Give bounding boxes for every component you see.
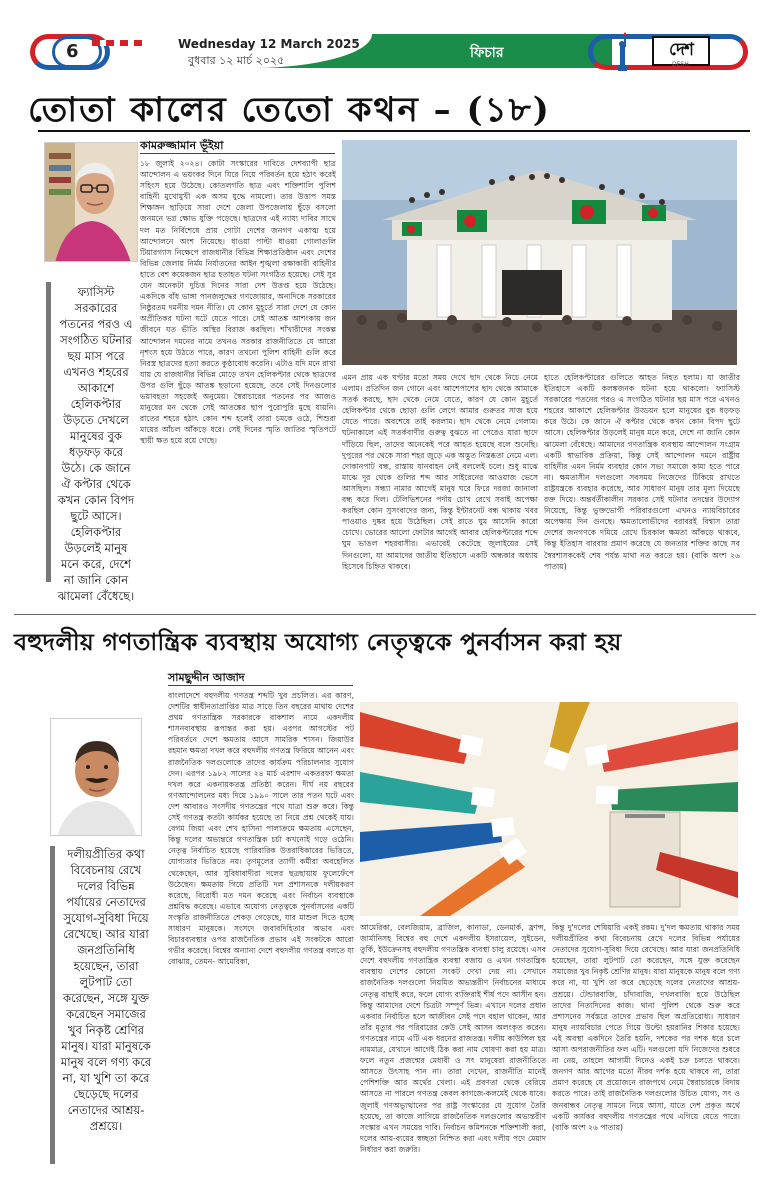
byline-rule-1 (140, 153, 335, 154)
quote-bar-2 (50, 846, 55, 1164)
flag-stripes (92, 40, 142, 46)
quote-bar-1 (46, 282, 51, 582)
voting-hands-illustration (360, 702, 738, 916)
article1-body-col2: এমন প্রায় এক ঘণ্টার মতো সময় দেখে ছাদ থেকে নিচে নেমে এলাম। প্রতিদিন জন গোনে এবং আশেপাশের ছাদ থেকে আমাকে সতর্ক করছে, ছাদ থেকে নেমে যেতে, কারণ যে কোন মুহূর্তে হেলিকপ্টার থেকে ছোড়া গুলি লেগে আমার গুরুতর সাজ হয়ে যেতে পারে। অবশেষে তাই করলাম। ছাদ থেকে নেমে গেলাম। ঘটনাকালে এই সতর্কবাণীর গুরুত্ব বুঝতে না পেরেও যারা ছাদে দাঁড়িয়ে ছিল, তাদের অনেকেই পরে আহত হয়েছে বলে শুনেছি। দুপুরের পর থেকে সারা শহর জুড়ে এক অদ্ভুত নিস্তব্ধতা নেমে এল। দোকানপাট বন্ধ, রাস্তায় যানবাহন নেই বললেই চলে। শুধু মাঝে মাঝে দূর থেকে গুলির শব্দ আর সাইরেনের আওয়াজ ভেসে আসছিল। সন্ধ্যা নামার আগেই মানুষ ঘরে ফিরে দরজা জানালা বন্ধ করে দিল। টেলিভিশনের পর্দায় চোখ রেখে সবাই অপেক্ষা করছিল কোন সুসংবাদের জন্য, কিন্তু ইন্টারনেট বন্ধ থাকায় খবর পাওয়াও দুষ্কর হয়ে উঠেছিল। সেই রাতে ঘুম আসেনি কারো চোখে। ভোরের আলো ফোটার আগেই আবার হেলিকপ্টারের শব্দে ঘুম ভাঙল শহরবাসীর। এভাবেই কেটেছে জুলাইয়ের সেই দিনগুলো, যা আমাদের জাতীয় ইতিহাসে একটি অন্ধকার অধ্যায় হিসেবে চিহ্নিত থাকবে। (342, 373, 538, 571)
section-title: ফিচার (470, 45, 504, 61)
article1-pull-quote: ফ্যাসিস্ট সরকারের পতনের পরও এ সংগঠিত ঘটনার ছয় মাস পরে এখনও শহরের আকাশে হেলিকপ্টার উড়তে দেখলে মানুষের বুক ধড়ফড় করে উঠে। কে জানে ঐ কপ্টার থেকে কখন কোন বিপদ ছুটে আসে। হেলিকপ্টার উড়লেই মানুষ মনে করে, দেশে না জানি কোন ঝামেলা বেঁধেছে। (57, 285, 135, 603)
statue-of-liberty-icon (612, 32, 632, 72)
article-divider (14, 614, 756, 615)
article2-author: সামছুদ্দীন আজাদ (168, 671, 245, 684)
author-photo-1 (44, 142, 138, 262)
article1-body-col1: ১৮ জুলাই ২০২৪। কোটা সংস্কারের দাবিতে দেশব্যাপী ছাত্র আন্দোলন এ ভয়ংকর দিনে যিরে নিয়ে পরিবর্তন হয়ে হঠাৎ করেই সহিংস হয়ে উঠেছে। কোতলগতি ছাত্র এবং শক্তিশালি পুলিশ বাহিনী মুখোমুখী এক অসম যুদ্ধে নামলো। তার উত্তাপ সমস্ত শিক্ষাঙ্গন ছাড়িয়ে সারা দেশে জেলা উপজেলায় ছুঁড়ে বসলো জনমনে ভগ্ন ক্ষোভ যুক্তি পড়েছে। ছাত্রদের এই ন্যায্য দাবির সাথে দল মত নির্বিশেষে প্রায় গোটা দেশের জনগণ একাত্ম হয়ে আন্দোলনে অংশ নিয়েছে। ধাওয়া পাল্টা ধাওয়া গোলাগুলি টিয়ারগ্যাস নিক্ষেপে রাজধানীর বিভিন্ন শিক্ষাপ্রতিষ্ঠান এবং দেশের বিভিন্ন জেলায় নির্মম নির্যাতনের আইন শৃঙ্খলা রক্ষাকারী বাহিনীর হাতে বেশ কয়েকজন ছাত্র হতাহত ঘটনা সংগঠিত হয়েছে। সেই সুর যেন অনেকটা দুচিত্ত দিনের সারা দেশ উত্তপ্ত হয়ে উঠেছে। একদিকে বাঁধ ভাঙ্গা পানজলুদ্ধের গণজোয়ার, অন্যদিকে সরকারের নিষ্ঠুরতম দমনীয় দমন নীতি। যে কোন মুহূর্তে সারা দেশে যে কোন অপ্রীতিকর ঘটনা ঘটে যেতে পারে। সেই আতঙ্ক আশংকায় জন জীবনে যত ভীতি অস্থির বিরাজ করছিল। শাঁখারীদের সংকল্প আন্দোলন দমনের নামে তখনও সরকার রাজনীতিতে যে আরো নৃশংস হয়ে উঠতে পারে, কারণ তখনো পুলিশ বাহিনী গুলি করে নিরস্ত্র ছাত্রদের হত্যা করতে কুণ্ঠাবোধ করেনি। এটাও যদি মনে রাখা যায় যে রাজধানীর বিভিন্ন মোড়ে তখন হেলিকপ্টার থেকে ছাত্রদের উপর গুলি ছুঁড়ে আতঙ্ক ছড়ানো হয়েছে, তবে সেই দিনগুলোর ভয়াবহতা সহজেই অনুমেয়। স্বৈরাচারের পতনের পর আজও মানুষের মন থেকে সেই আতঙ্কের ছাপ পুরোপুরি মুছে যায়নি। রাতের শহরে হঠাৎ কোন শব্দ হলেই তারা চমকে ওঠে, শিশুরা মায়ের আঁচল আঁকড়ে ধরে। সেই দিনের স্মৃতি জাতির স্মৃতিপটে স্থায়ী ক্ষত হয়ে রয়ে গেছে। (140, 159, 336, 446)
protest-photo (342, 140, 737, 365)
page-header (0, 0, 770, 72)
page-number: 6 (66, 41, 79, 62)
article2-headline: বহুদলীয় গণতান্ত্রিক ব্যবস্থায় অযোগ্য নেতৃত্বকে পুনর্বাসন করা হয় (14, 628, 622, 656)
article1-headline: তোতা কালের তেতো কথন – (১৮) (28, 90, 551, 130)
author-photo-2 (50, 718, 142, 836)
byline-rule-2 (168, 685, 353, 686)
article2-body-col1: বাংলাদেশে বহুদলীয় গণতন্ত্র শব্দটি খুব প্রচলিত। এর কারণ, দেশটির স্বাধীনতাপ্রাপ্তির মাত্র সাড়ে তিন বছরের মাথায় দেশের প্রথম গণতান্ত্রিক সরকারকে বাকশাল নামে একদলীয় শাসনব্যবস্থায় রূপান্তর করা হয়। এরপর আগস্টের পট পরিবর্তনে দেশে ক্ষমতায় আসে সামরিক শাসন। জিয়াউর রহমান ক্ষমতা দখল করে বহুদলীয় গণতন্ত্র ফিরিয়ে আনেন এবং রাজনৈতিক দলগুলোকে তাদের কার্যক্রম পরিচালনার সুযোগ দেন। এরপর ১৯৮২ সালের ২৪ মার্চ এরশাদ একতরফা ক্ষমতা দখল করে একনায়কতন্ত্র প্রতিষ্ঠা করেন। দীর্ঘ নয় বছরের গণআন্দোলনের মধ্য দিয়ে ১৯৯০ সালে তার পতন ঘটে এবং দেশ আবারও সংসদীয় গণতন্ত্রের পথে যাত্রা শুরু করে। কিন্তু সেই গণতন্ত্র কতটা কার্যকর হয়েছে তা নিয়ে প্রশ্ন থেকেই যায়। বেগম জিয়া এবং শেখ হাসিনা পালাক্রমে ক্ষমতায় এসেছেন, কিন্তু দলের অভ্যন্তরে গণতান্ত্রিক চর্চা কখনোই গড়ে ওঠেনি। নেতৃত্ব নির্বাচিত হয়েছে পারিবারিক উত্তরাধিকারের ভিত্তিতে, যোগ্যতার ভিত্তিতে নয়। তৃণমূলের ত্যাগী কর্মীরা অবহেলিত থেকেছেন, আর সুবিধাবাদীরা দলের ছত্রছায়ায় ফুলেফেঁপে উঠেছেন। ক্ষমতায় গিয়ে প্রতিটি দল প্রশাসনকে দলীয়করণ করেছে, বিরোধী মত দমন করেছে এবং নির্বাচন ব্যবস্থাকে প্রশ্নবিদ্ধ করেছে। এভাবে অযোগ্য নেতৃত্বকে পুনর্বাসনের একটি সংস্কৃতি রাজনীতিতে শেকড় গেড়েছে, যার মাশুল দিতে হচ্ছে সাধারণ মানুষকে। সংসদে জবাবদিহিতার অভাব এবং বিচারব্যবস্থার ওপর রাজনৈতিক প্রভাব এই সংকটকে আরো গভীর করেছে। বিশ্বের অন্যান্য দেশে বহুদলীয় গণতন্ত্র বলতে যা বোঝায়, তেমন- আমেরিকা, (168, 691, 354, 967)
headline-rule (38, 130, 750, 132)
date-english: Wednesday 12 March 2025 (178, 37, 360, 51)
article1-body-col3: হাতে হেলিকপ্টারের গুলিতে আহত নিহত হলাম। যা জাতীর ইতিহাসে একটি কলঙ্কজনক ঘটনা হয়ে থাকলো। ফ্যাসিস্ট সরকারের পতনের পরও এ সংগঠিত ঘটনার ছয় মাস পরে এখনও শহরের আকাশে হেলিকপ্টার উড্ডয়ন হলে মানুষের বুক ধড়ফড় করে উঠে। কে জানে ঐ কপ্টার থেকে কখন কোন বিপদ ছুটে আসে। হেলিকপ্টার উড়লেই মানুষ মনে করে, দেশে না জানি কোন ঝামেলা বেঁধেছে। আমাদের গণতান্ত্রিক ব্যবস্থায় আন্দোলন সংগ্রাম একটি স্বাভাবিক প্রক্রিয়া, কিন্তু সেই আন্দোলন দমনে রাষ্ট্রীয় বাহিনীর এমন নির্মম ব্যবহার কোন সভ্য সমাজে কাম্য হতে পারে না। ক্ষমতাসীন দলগুলো সবসময় নিজেদের টিকিয়ে রাখতে রাষ্ট্রযন্ত্রকে ব্যবহার করেছে, আর সাধারণ মানুষ তার মূল্য দিয়েছে রক্ত দিয়ে। অন্তর্বর্তীকালীন সরকার সেই ঘটনার তদন্তের উদ্যোগ নিয়েছে, কিন্তু ভুক্তভোগী পরিবারগুলো এখনও ন্যায়বিচারের অপেক্ষায় দিন গুনছে। ক্ষমতালোভীদের বরাবরই বিশ্বাস তারা দেশের জনগণকে দমিয়ে রেখে চিরকাল ক্ষমতা আঁকড়ে থাকবে, কিন্তু ইতিহাস বারবার প্রমাণ করেছে যে জনতার শক্তির কাছে সব স্বৈরশাসককেই শেষ পর্যন্ত মাথা নত করতে হয়। (বাকি অংশ ২৬ পাতায়) (544, 373, 740, 571)
article2-body-col2: আমেরিকা, বেলজিয়াম, ব্রাজিল, কানাডা, ডেনমার্ক, ফ্রান্স, জার্মানিসহ বিশ্বের বহু দেশে একদলীয় ইসরায়েল, সুইডেন, তুর্কি, ইউক্রেনসহ বহুদলীয় গণতন্ত্রিক ব্যবস্থা চালু রয়েছে। এসব দেশে বহুদলীয় গণতান্ত্রিক ব্যবস্থা বজায় ও এখন গণতান্ত্রিক ব্যবস্থায় দেশের কোনো সংকট দেখা দেয় না। সেখানে রাজনৈতিক দলগুলো নিয়মিত অভ্যন্তরীণ নির্বাচনের মাধ্যমে নেতৃত্ব বাছাই করে, ফলে যোগ্য ব্যক্তিরাই শীর্ষ পদে আসীন হন। কিন্তু আমাদের দেশে চিত্রটা সম্পূর্ণ ভিন্ন। এখানে দলের প্রধান একবার নির্বাচিত হলে আজীবন সেই পদে বহাল থাকেন, আর তাঁর মৃত্যুর পর পরিবারের কেউ সেই আসন অলংকৃত করেন। গণতন্ত্রের নামে এটি এক ধরনের রাজতন্ত্র। দলীয় কাউন্সিল হয় নামমাত্র, যেখানে আগেই ঠিক করা নাম ঘোষণা করা হয় মাত্র। ফলে নতুন প্রজন্মের মেধাবী ও সৎ মানুষেরা রাজনীতিতে আসতে উৎসাহ পান না। তারা দেখেন, রাজনীতি মানেই পেশিশক্তি আর অর্থের খেলা। এই প্রবণতা থেকে বেরিয়ে আসতে না পারলে গণতন্ত্র কেবল কাগজে-কলমেই থেকে যাবে। জুলাই গণঅভ্যুত্থানের পর রাষ্ট্র সংস্কারের যে সুযোগ তৈরি হয়েছে, তা কাজে লাগিয়ে রাজনৈতিক দলগুলোর অভ্যন্তরীণ সংস্কার এখন সময়ের দাবি। নির্বাচন কমিশনকে শক্তিশালী করা, দলের আয়-ব্যয়ের স্বচ্ছতা নিশ্চিত করা এবং দলীয় পদে মেয়াদ নির্ধারণ করা জরুরি। (360, 923, 546, 1154)
article1-author: কামরুজ্জামান ভূঁইয়া (140, 139, 224, 152)
article2-body-col3: কিন্তু দু'দলের শেষিয়ারি একই রকম। দু'দল ক্ষমতায় থাকার সময় দলীয়প্রীতির কথা বিবেচনায় রেখে দলের বিভিন্ন পর্যায়ের নেতাদের সুযোগ-সুবিধা দিয়ে রেখেছে। আর যারা জনপ্রতিনিধি হয়েছেন, তারা লুটপাট তো করেছেন, সঙ্গে যুক্ত করেছেন সমাজের খুব নিকৃষ্ট শ্রেণির মানুষ। যারা মানুষকে মানুষ বলে গণ্য করে না, যা খুশি তা করে ছেড়েছে দলের নেতাদের আশ্রয়-প্রশ্রয়ে। টেন্ডারবাজি, চাঁদাবাজি, দখলবাজি হয়ে উঠেছিল তাদের নিত্যদিনের কাজ। থানা পুলিশ থেকে শুরু করে প্রশাসনের সর্বস্তরে তাদের প্রভাব ছিল অপ্রতিরোধ্য। সাধারণ মানুষ ন্যায়বিচার পেতে গিয়ে উল্টো হয়রানির শিকার হয়েছে। এই অবস্থা একদিনে তৈরি হয়নি, দশকের পর দশক ধরে চলে আসা অপরাজনীতির ফল এটি। দলগুলো যদি নিজেদের শুধরে না নেয়, তাহলে আগামী দিনেও একই চক্র চলতে থাকবে। জনগণ আর আগের মতো নীরব দর্শক হয়ে থাকবে না, তারা প্রমাণ করেছে যে প্রয়োজনে রাজপথে নেমে স্বৈরাচারকে বিদায় করতে পারে। তাই রাজনৈতিক দলগুলোর উচিত যোগ্য, সৎ ও জনবান্ধব নেতৃত্ব সামনে নিয়ে আসা, যাতে দেশ প্রকৃত অর্থে একটি কার্যকর বহুদলীয় গণতন্ত্রের পথে এগিয়ে যেতে পারে। (বাকি অংশ ২৬ পাতায়) (552, 923, 740, 1132)
logo-mark: দেশ (669, 40, 693, 60)
date-bangla: বুধবার ১২ মার্চ ২০২৫ (188, 54, 285, 67)
article2-pull-quote: দলীয়প্রীতির কথা বিবেচনায় রেখে দলের বিভিন্ন পর্যায়ের নেতাদের সুযোগ-সুবিধা দিয়ে রেখেছে। আর যারা জনপ্রতিনিধি হয়েছেন, তারা লুটপাট তো করেছেন, সঙ্গে যুক্ত করেছেন সমাজের খুব নিকৃষ্ট শ্রেণির মানুষ। যারা মানুষকে মানুষ বলে গণ্য করে না, যা খুশি তা করে ছেড়েছে দলের নেতাদের আশ্রয়-প্রশ্রয়ে। (60, 847, 152, 1133)
logo-subtext: DESH (672, 61, 689, 68)
